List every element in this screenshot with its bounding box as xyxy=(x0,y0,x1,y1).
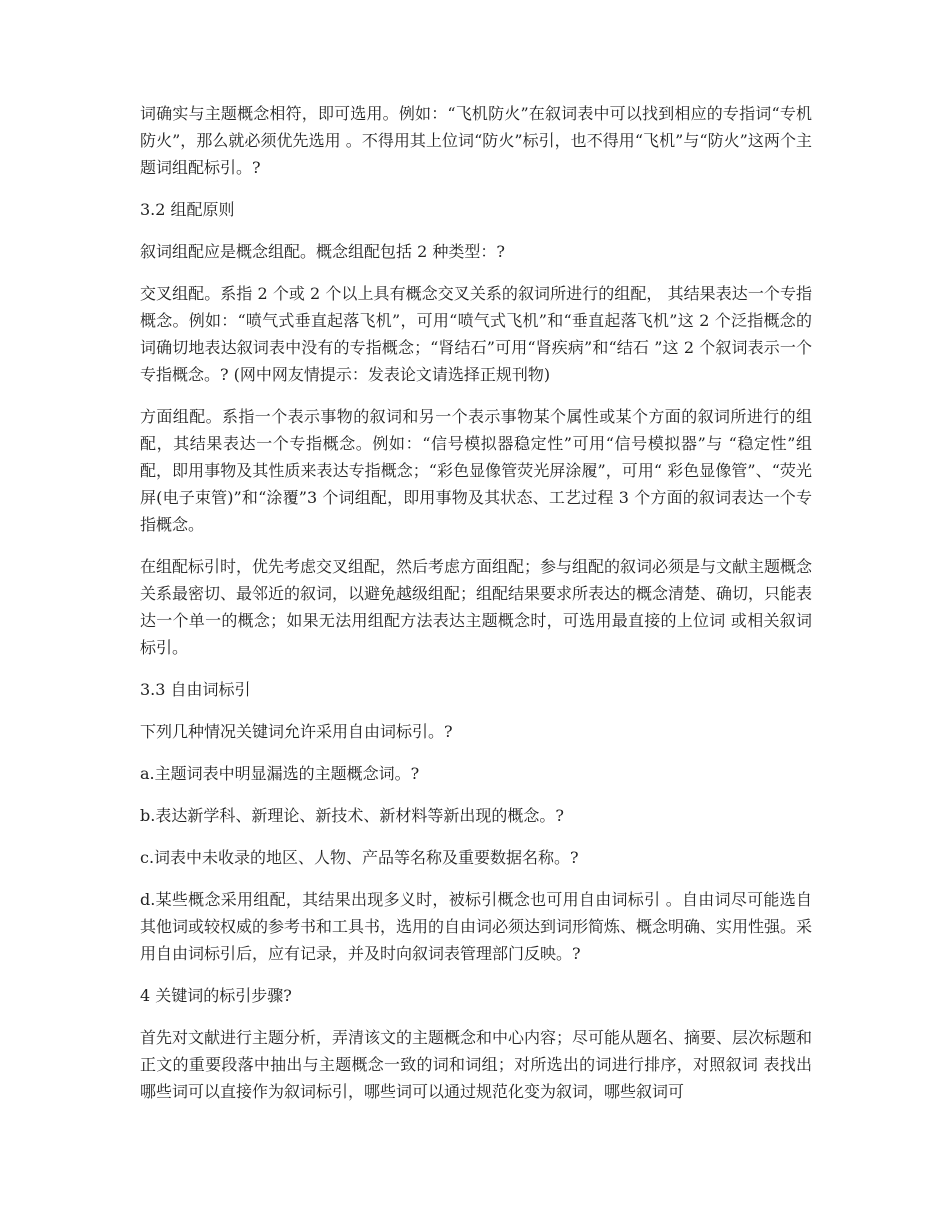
paragraph-thesaurus-example: 词确实与主题概念相符，即可选用。例如：“飞机防火”在叙词表中可以找到相应的专指词“专机防火”，那么就必须优先选用 。不得用其上位词“防火”标引，也不得用“飞机”与“防火”这两个主题词组配标引。? xyxy=(140,104,812,177)
paragraph-indexing-steps: 首先对文献进行主题分析，弄清该文的主题概念和中心内容；尽可能从题名、摘要、层次标题和正文的重要段落中抽出与主题概念一致的词和词组；对所选出的词进行排序，对照叙词 表找出哪些词可以直接作为叙词标引，哪些词可以通过规范化变为叙词，哪些叙词可 xyxy=(140,1028,813,1101)
section-heading-combination-principles: 3.2 组配原则 xyxy=(140,200,235,219)
paragraph-cross-combination: 交叉组配。系指 2 个或 2 个以上具有概念交叉关系的叙词所进行的组配， 其结果表达一个专指概念。例如：“喷气式垂直起落飞机”，可用“喷气式飞机”和“垂直起落飞机”这 2 个泛指概念的词确切地表达叙词表中没有的专指概念；“肾结石”可用“肾疾病”和“结石 ”这 2 个叙词表示一个专指概念。? (网中网友情提示：发表论文请选择正规刊物) xyxy=(140,284,812,384)
section-heading-indexing-steps: 4 关键词的标引步骤? xyxy=(140,986,292,1005)
paragraph-free-words-intro: 下列几种情况关键词允许采用自由词标引。? xyxy=(140,722,453,741)
list-item-d: d.某些概念采用组配，其结果出现多义时，被标引概念也可用自由词标引 。自由词尽可能选自其他词或较权威的参考书和工具书，选用的自由词必须达到词形简炼、概念明确、实用性强。采用自由词标引后，应有记录，并及时向叙词表管理部门反映。? xyxy=(140,890,813,963)
document-page xyxy=(140,100,812,1120)
paragraph-combination-types: 叙词组配应是概念组配。概念组配包括 2 种类型：? xyxy=(140,242,505,261)
list-item-b: b.表达新学科、新理论、新技术、新材料等新出现的概念。? xyxy=(140,806,564,825)
list-item-c: c.词表中未收录的地区、人物、产品等名称及重要数据名称。? xyxy=(140,848,579,867)
paragraph-aspect-combination: 方面组配。系指一个表示事物的叙词和另一个表示事物某个属性或某个方面的叙词所进行的组配，其结果表达一个专指概念。例如：“信号模拟器稳定性”可用“信号模拟器”与 “稳定性”组配，即用事物及其性质来表达专指概念；“彩色显像管荧光屏涂履”，可用“ 彩色显像管”、“荧光屏(电子束管)”和“涂覆”3 个词组配，即用事物及其状态、工艺过程 3 个方面的叙词表达一个专指概念。 xyxy=(140,407,812,534)
paragraph-combination-rules: 在组配标引时，优先考虑交叉组配，然后考虑方面组配；参与组配的叙词必须是与文献主题概念关系最密切、最邻近的叙词，以避免越级组配；组配结果要求所表达的概念清楚、确切，只能表达一个单一的概念；如果无法用组配方法表达主题概念时，可选用最直接的上位词 或相关叙词标引。 xyxy=(140,557,813,657)
list-item-a: a.主题词表中明显漏选的主题概念词。? xyxy=(140,764,420,783)
section-heading-free-words: 3.3 自由词标引 xyxy=(140,680,251,699)
